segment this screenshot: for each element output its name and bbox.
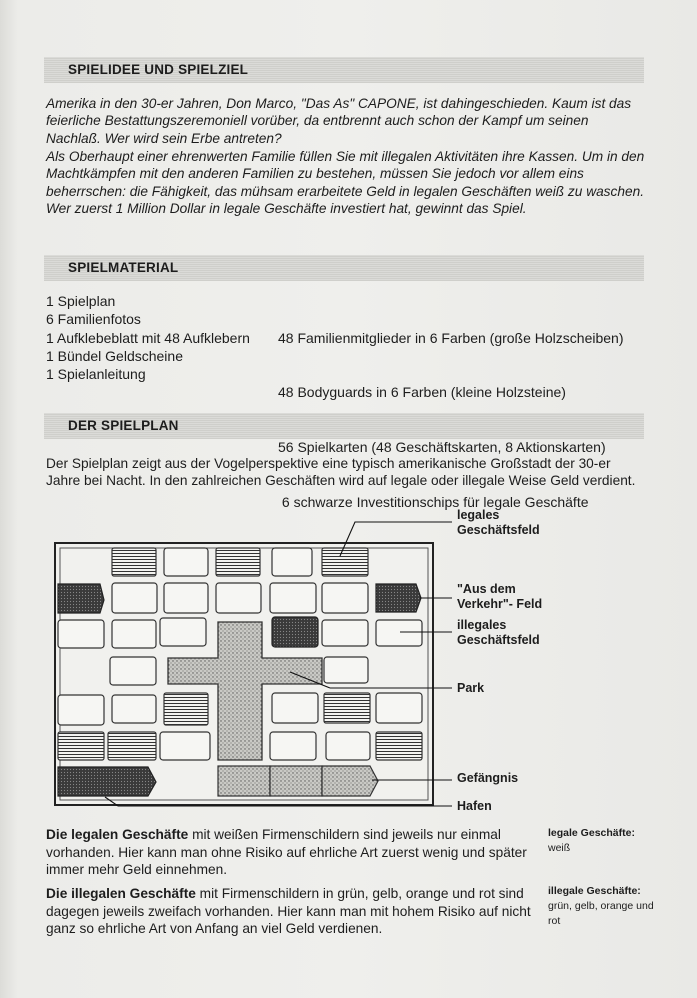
label-prison: Gefängnis [457,771,519,785]
list-item: 1 Spielplan [46,293,116,309]
idea-paragraph-2: Als Oberhaupt einer ehrenwerten Familie füllen Sie mit illegalen Aktivitäten ihre Kassen. Um in den Machtkämpfen mit den anderen Familien zu bestehen, müssen Sie jedoch vor allem eins beherrschen: die Fähigkeit, das mühsam erarbeitete Geld in legalen Geschäften weiß zu waschen. Wer zuerst 1 Million Dollar in legale Geschäfte investiert hat, gewinnt das Spiel. [46,149,645,217]
list-item: 1 Bündel Geldscheine [46,347,183,364]
side-note-text: grün, gelb, orange und rot [548,900,654,927]
list-item: 6 schwarze Investitionschips für legale Geschäfte [278,494,589,511]
label-harbor: Hafen [457,799,492,813]
side-note-title: legale Geschäfte: [548,827,635,839]
idea-paragraph-1: Amerika in den 30-er Jahren, Don Marco, "Das As" CAPONE, ist dahingeschieden. Kaum ist das feierliche Bestattungszeremoniell vorüber, da entbrennt auch schon der Kampf um seinen Nachlaß. Wer wird sein Erbe antreten? [46,96,632,146]
legal-side-note [548,826,635,856]
label-park: Park [457,681,485,695]
legal-businesses-paragraph [46,826,540,879]
illegal-businesses-lead: Die illegalen Geschäfte [46,886,196,901]
list-item: 56 Spielkarten (48 Geschäftskarten, 8 Aktionskarten) [278,439,606,456]
list-item: 6 Familienfotos [46,311,141,328]
list-item: 1 Aufklebeblatt mit 48 Aufklebern [46,329,250,346]
legal-businesses-lead: Die legalen Geschäfte [46,827,189,842]
list-item: 1 Spielanleitung [46,366,146,383]
label-illegal-field: illegales Geschäftsfeld [457,618,540,647]
label-legal-field: legales Geschäftsfeld [457,508,540,537]
side-note-text: weiß [548,842,571,854]
illegal-businesses-paragraph [46,885,540,938]
section-title: SPIELIDEE UND SPIELZIEL [68,62,249,77]
section-title: SPIELMATERIAL [68,260,179,275]
list-item: 48 Bodyguards in 6 Farben (kleine Holzsteine) [278,384,566,401]
board-paragraph: Der Spielplan zeigt aus der Vogelperspektive eine typisch amerikanische Großstadt der 30-er Jahre bei Nacht. In den zahlreichen Geschäften wird auf legale oder illegale Weise Geld verdient. [46,456,636,489]
illegal-businesses-text: mit Firmenschildern in grün, gelb, orange und rot sind dagegen jeweils zweifach vorhanden. Hier kann man mit hohem Risiko auf nicht ganz so ehrliche Art von Anfang an viel Geld verdienen. [46,886,531,937]
list-item: 48 Familienmitglieder in 6 Farben (große Holzscheiben) [278,329,624,346]
illegal-side-note [548,884,658,929]
legal-businesses-text: mit weißen Firmenschildern sind jeweils nur einmal vorhanden. Hier kann man ohne Risiko auf ehrliche Art zuerst wenig und später immer mehr Geld einnehmen. [46,827,527,878]
harbor [58,767,156,796]
prison [218,766,378,796]
label-out-of-play-field: "Aus dem Verkehr"- Feld [457,582,543,611]
side-note-title: illegale Geschäfte: [548,885,641,897]
section-title: DER SPIELPLAN [68,418,179,433]
